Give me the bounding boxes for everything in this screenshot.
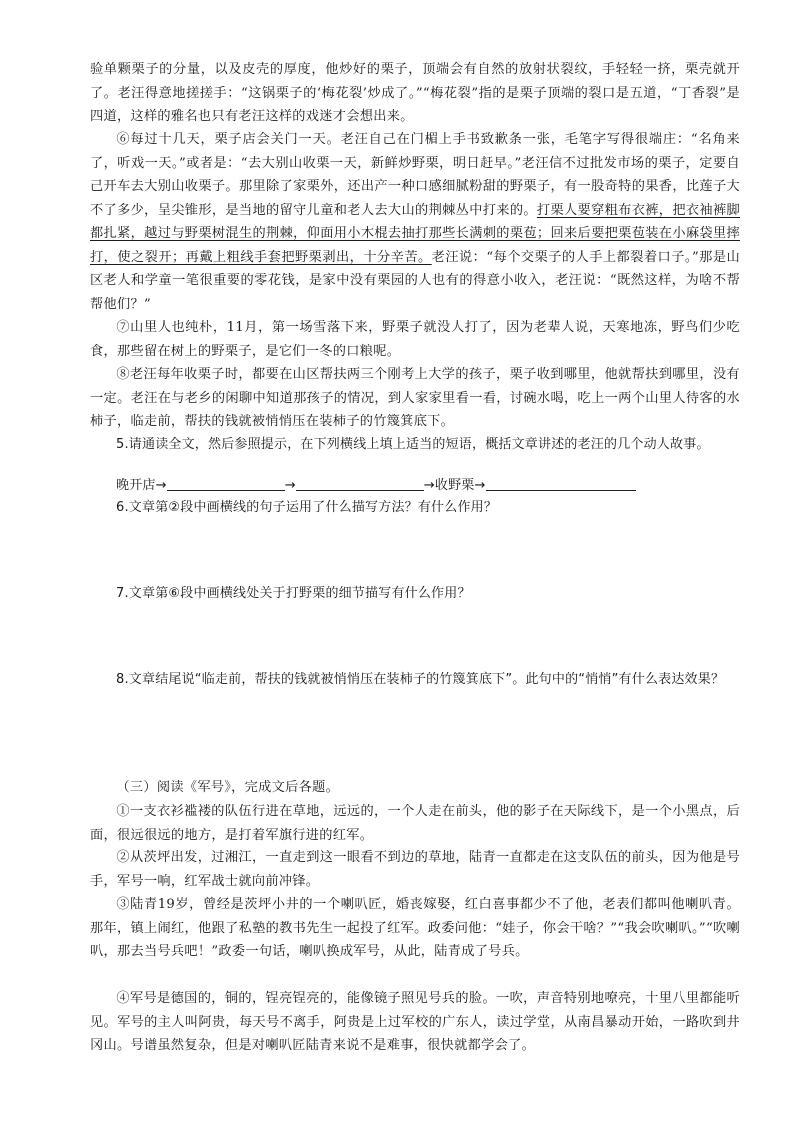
paragraph-6 bbox=[90, 128, 740, 316]
paragraph-6-text-b: 老汪说：“每个交栗子的人手上都裂着口子。”那是山区老人和学童一笔很重要的零花钱，是家中没有栗园的人也有的得意小收入，老汪说：“既然这样，为啥不帮帮他们？” bbox=[90, 249, 740, 312]
q5-start-label: 晚开店→ bbox=[116, 478, 167, 493]
paragraph-6-text-a: ⑥每过十几天，栗子店会关门一天。老汪自己在门楣上手书致歉条一张，毛笔字写得很端庄：“名角来了，听戏一天。”或者是：“去大别山收栗一天，新鲜炒野栗，明日赶早。”老汪信不过批发市场的栗子，定要自己开车去大别山收栗子。那里除了家栗外，还出产一种口感细腻粉甜的野栗子，有一股奇特的果香，比莲子大不了多少，呈尖锥形，是当地的留守儿童和老人去大山的荆棘丛中打来的。 bbox=[90, 132, 740, 218]
question-5-answer-line bbox=[90, 474, 740, 498]
q5-mid-label: →收野栗→ bbox=[423, 478, 486, 493]
question-5: 5.请通读全文，然后参照提示，在下列横线上填上适当的短语，概括文章讲述的老汪的几个动人故事。 bbox=[116, 437, 710, 452]
question-6: 6.文章第②段中画横线的句子运用了什么描写方法？有什么作用？ bbox=[116, 500, 498, 515]
section-3-heading: （三）阅读《军号》，完成文后各题。 bbox=[116, 780, 340, 795]
section-3-paragraph-4: ④军号是德国的，铜的，锃亮锃亮的，能像镜子照见号兵的脸。一吹，声音特别地嘹亮，十里八里都能听见。军号的主人叫阿贵，每天号不离手，阿贵是上过军校的广东人，读过学堂，从南昌暴动开始，一路吹到井冈山。号谱虽然复杂，但是对喇叭匠陆青来说不是难事，很快就都学会了。 bbox=[90, 991, 740, 1053]
section-3-paragraph-2: ②从茨坪出发，过湘江，一直走到这一眼看不到边的草地，陆青一直都走在这支队伍的前头，因为他是号手，军号一响，红军战士就向前冲锋。 bbox=[90, 850, 740, 889]
question-8: 8.文章结尾说“临走前，帮扶的钱就被悄悄压在装柿子的竹篾箕底下”。此句中的“悄悄”有什么表达效果？ bbox=[116, 672, 725, 687]
paragraph-8: ⑧老汪每年收栗子时，都要在山区帮扶两三个刚考上大学的孩子，栗子收到哪里，他就帮扶到哪里，没有一定。老汪在与老乡的闲聊中知道那孩子的情况，到人家家里看一看，讨碗水喝，吃上一两个山里人待客的水柿子，临走前，帮扶的钱就被悄悄压在装柿子的竹篾箕底下。 bbox=[90, 367, 740, 429]
q5-blank-2[interactable] bbox=[296, 476, 424, 491]
q5-blank-3[interactable] bbox=[486, 476, 636, 491]
paragraph-7: ⑦山里人也纯朴，11月，第一场雪落下来，野栗子就没人打了，因为老辈人说，天寒地冻，野鸟们少吃食，那些留在树上的野栗子，是它们一冬的口粮呢。 bbox=[90, 320, 740, 359]
paragraph-continued: 验单颗栗子的分量，以及皮壳的厚度，他炒好的栗子，顶端会有自然的放射状裂纹，手轻轻一挤，栗壳就开了。老汪得意地搓搓手：“这锅栗子的‘梅花裂’炒成了。”“梅花裂”指的是栗子顶端的裂口是五道，“丁香裂”是四道，这样的雅名也只有老汪这样的戏迷才会想出来。 bbox=[90, 62, 740, 124]
q5-blank-1[interactable] bbox=[167, 476, 285, 491]
section-3-paragraph-3: ③陆青19岁，曾经是茨坪小井的一个喇叭匠，婚丧嫁娶，红白喜事都少不了他，老表们都叫他喇叭青。那年，镇上闹红，他跟了私塾的教书先生一起投了红军。政委问他：“娃子，你会干啥？”“我会吹喇叭。”“吹喇叭，那去当号兵吧！”政委一句话，喇叭换成军号，从此，陆青成了号兵。 bbox=[90, 897, 740, 959]
q5-arrow: → bbox=[284, 478, 296, 493]
section-3-paragraph-1: ①一支衣衫褴褛的队伍行进在草地，远远的，一个人走在前头，他的影子在天际线下，是一个小黑点，后面，很远很远的地方，是打着军旗行进的红军。 bbox=[90, 804, 740, 843]
question-7: 7.文章第⑥段中画横线处关于打野栗的细节描写有什么作用？ bbox=[116, 586, 471, 601]
paragraph-6-underlined-detail: 打栗人要穿粗布衣裤，把衣袖裤脚都扎紧，越过与野栗树混生的荆棘，仰面用小木棍去抽打那些长满刺的栗苞；回来后要把栗苞装在小麻袋里摔打，使之裂开；再戴上粗线手套把野栗剥出，十分辛苦。 bbox=[90, 202, 740, 265]
